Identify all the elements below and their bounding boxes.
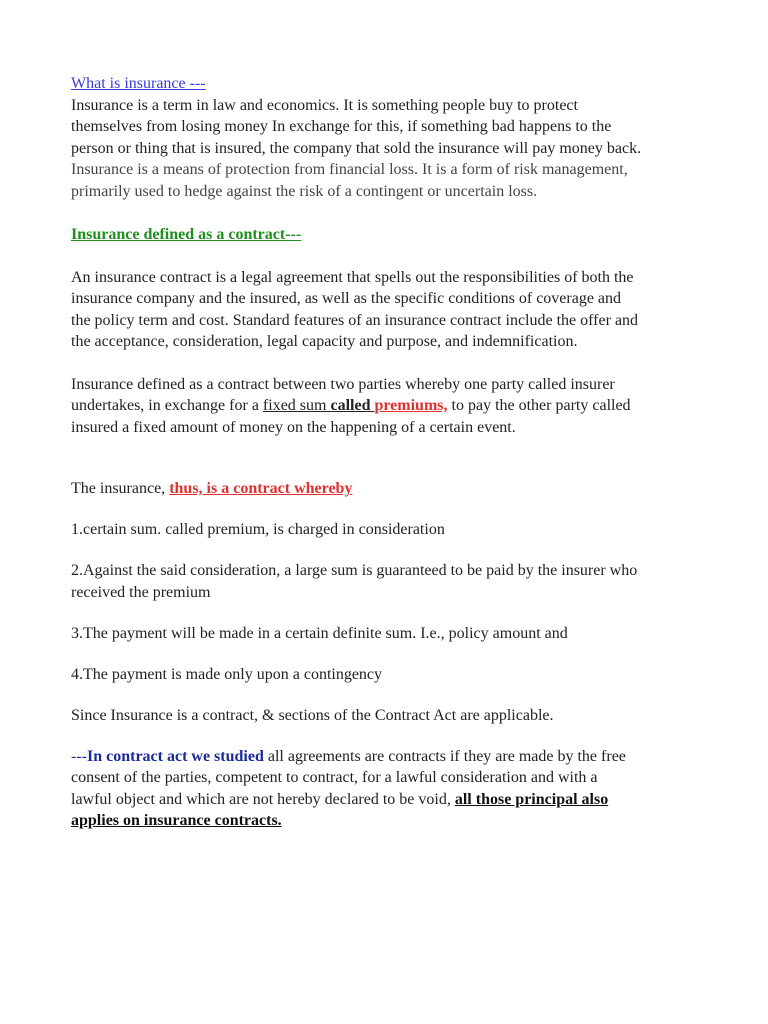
since-insurance-text: Since Insurance is a contract, & sections of the Contract Act are applicable. xyxy=(71,707,554,724)
contract-whereby-intro xyxy=(71,478,711,500)
contract-paragraph-2 xyxy=(71,374,711,439)
list-item-2 xyxy=(71,560,711,603)
lead-dashes: --- xyxy=(71,747,87,765)
contract-p2-line-2-suffix: to pay the other party called xyxy=(447,397,631,414)
contract-p2-line-3: insured a fixed amount of money on the happening of a certain event. xyxy=(71,418,516,436)
contract-act-lead: In contract act we studied xyxy=(86,747,264,765)
definition-line-1: Insurance is a term in law and economics. It is something people buy to protect xyxy=(71,96,578,114)
principal-applies-phrase-1: all those principal also xyxy=(454,790,609,808)
list-item-1-text: 1.certain sum. called premium, is charged in consideration xyxy=(71,520,445,538)
fixed-sum-phrase: fixed sum xyxy=(262,397,327,414)
principal-applies-phrase-2: applies on insurance contracts. xyxy=(71,812,282,829)
premiums-word: premiums, xyxy=(374,397,448,414)
heading-insurance-contract: Insurance defined as a contract--- xyxy=(71,226,302,243)
list-item-3-text: 3.The payment will be made in a certain definite sum. I.e., policy amount and xyxy=(71,625,568,642)
definition-line-2: themselves from losing money In exchange for this, if something bad happens to the xyxy=(71,118,612,135)
list-item-1 xyxy=(71,519,711,541)
list-item-2-line-2: received the premium xyxy=(71,583,211,601)
since-insurance-paragraph xyxy=(71,705,711,727)
contract-p1-line-2: insurance company and the insured, as well as the specific conditions of coverage and xyxy=(71,290,622,307)
definition-line-4: Insurance is a means of protection from financial loss. It is a form of risk management, xyxy=(71,161,628,178)
definition-line-3: person or thing that is insured, the company that sold the insurance will pay money back. xyxy=(71,139,642,157)
contract-act-line-2: consent of the parties, competent to contract, for a lawful consideration and with a xyxy=(71,769,598,786)
contract-p1-line-1: An insurance contract is a legal agreement that spells out the responsibilities of both the xyxy=(71,268,634,286)
list-item-4-text: 4.The payment is made only upon a contingency xyxy=(71,665,383,683)
contract-p1-line-3: the policy term and cost. Standard features of an insurance contract include the offer and xyxy=(71,311,639,329)
contract-p1-line-4: the acceptance, consideration, legal capacity and purpose, and indemnification. xyxy=(71,333,578,350)
document-page xyxy=(71,73,711,832)
contract-p2-line-2-prefix: undertakes, in exchange for a xyxy=(71,397,263,414)
list-item-2-line-1: 2.Against the said consideration, a large sum is guaranteed to be paid by the insurer who xyxy=(71,562,638,579)
definition-line-5: primarily used to hedge against the risk of a contingent or uncertain loss. xyxy=(71,182,538,200)
called-word: called xyxy=(330,397,371,414)
contract-act-line-1-rest: all agreements are contracts if they are made by the free xyxy=(263,747,626,765)
intro-prefix: The insurance, xyxy=(71,480,170,497)
section-contract-heading-wrap xyxy=(71,224,711,246)
contract-act-paragraph xyxy=(71,746,711,832)
intro-highlight: thus, is a contract whereby xyxy=(169,480,353,497)
heading-what-is-insurance: What is insurance --- xyxy=(71,75,206,92)
contract-act-line-3-prefix: lawful object and which are not hereby declared to be void, xyxy=(71,790,455,808)
section-what-is-insurance xyxy=(71,73,711,202)
list-item-3 xyxy=(71,623,711,645)
contract-p2-line-1: Insurance defined as a contract between two parties whereby one party called insurer xyxy=(71,375,615,393)
contract-paragraph-1 xyxy=(71,267,711,353)
list-item-4 xyxy=(71,664,711,686)
